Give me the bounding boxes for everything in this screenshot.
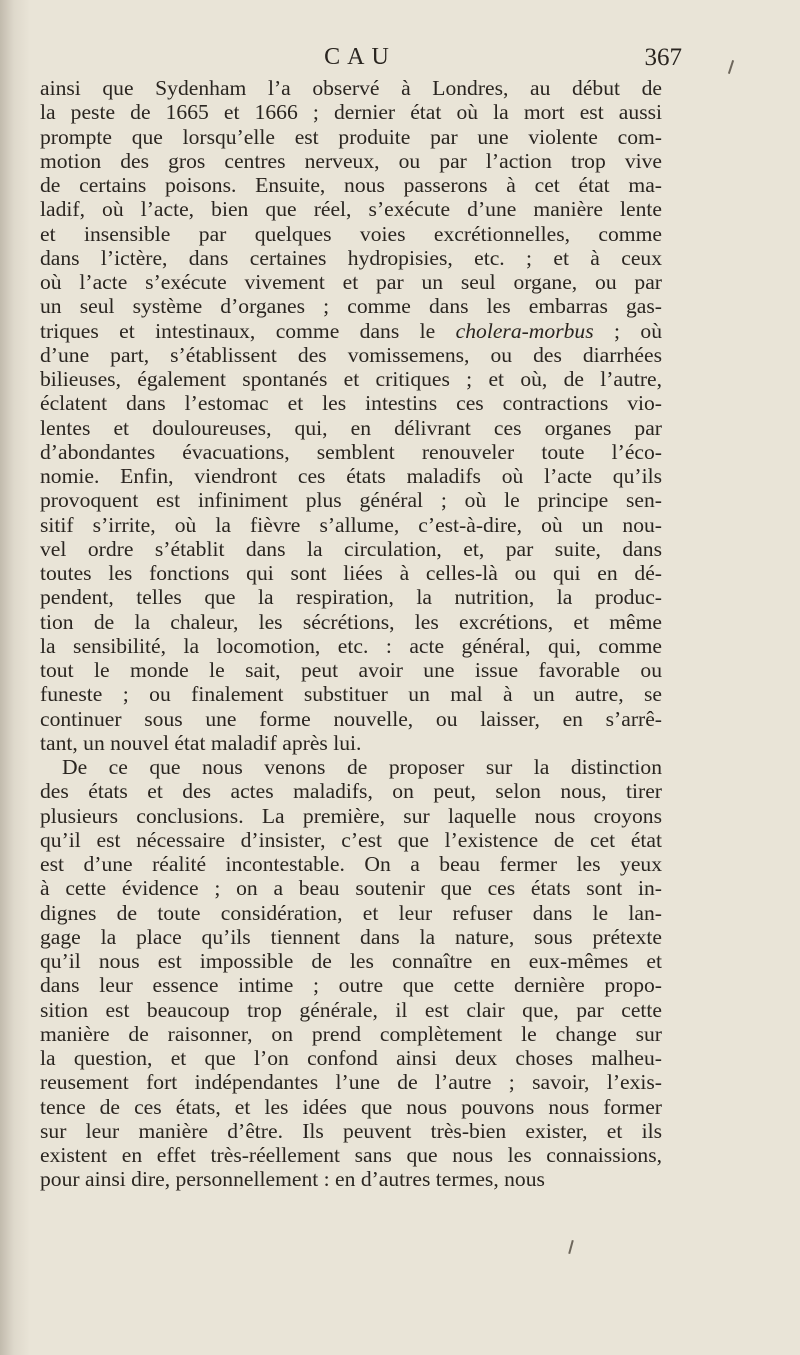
text-line: dans leur essence intime ; outre que cette dernière propo- [40,973,662,998]
text-line: toutes les fonctions qui sont liées à celles-là ou qui en dé- [40,561,662,585]
body-text [40,76,662,1192]
text-line: d’une part, s’établissent des vomissemens, ou des diarrhées [40,342,662,367]
text-line: prompte que lorsqu’elle est produite par une violente com- [40,124,662,149]
text-line: vel ordre s’établit dans la circulation, et, par suite, dans [40,536,662,561]
text-line: reusement fort indépendantes l’une de l’autre ; savoir, l’exis- [40,1070,662,1095]
text-line: ainsi que Sydenham l’a observé à Londres, au début de [40,76,662,100]
text-line: dans l’ictère, dans certaines hydropisies, etc. ; et à ceux [40,245,662,270]
paragraph [40,755,662,1192]
text-line: sitif s’irrite, où la fièvre s’allume, c’est-à-dire, où un nou- [40,512,662,537]
margin-mark [568,1240,574,1254]
text-line: motion des gros centres nerveux, ou par l’action trop vive [40,148,662,173]
text-line: et insensible par quelques voies excrétionnelles, comme [40,221,662,246]
text-line: manière de raisonner, on prend complètement le change sur [40,1021,662,1046]
text-line: bilieuses, également spontanés et critiques ; et où, de l’autre, [40,367,662,391]
text-line: où l’acte s’exécute vivement et par un seul organe, ou par [40,270,662,294]
text-line: tion de la chaleur, les sécrétions, les excrétions, et même [40,609,662,634]
text-line: éclatent dans l’estomac et les intestins ces contractions vio- [40,391,662,416]
text-line: existent en effet très-réellement sans que nous les connaissions, [40,1143,662,1167]
text-line: un seul système d’organes ; comme dans les embarras gas- [40,294,662,319]
text-line: à cette évidence ; on a beau soutenir que ces états sont in- [40,876,662,901]
text-line: est d’une réalité incontestable. On a beau fermer les yeux [40,852,662,876]
page-number: 367 [644,44,682,71]
text-line: sition est beaucoup trop générale, il est clair que, par cette [40,997,662,1022]
text-line: la sensibilité, la locomotion, etc. : acte général, qui, comme [40,633,662,658]
text-line: tence de ces états, et les idées que nous pouvons nous former [40,1094,662,1119]
text-line: triques et intestinaux, comme dans le cholera-morbus ; où [40,318,663,343]
margin-mark [728,60,734,74]
text-line: des états et des actes maladifs, on peut, selon nous, tirer [40,779,662,804]
text-line: pour ainsi dire, personnellement : en d’autres termes, nous [40,1167,545,1192]
paragraph [40,76,662,755]
text-line: sur leur manière d’être. Ils peuvent très-bien exister, et ils [40,1118,662,1143]
page-header [40,44,680,74]
text-line: tout le monde le sait, peut avoir une issue favorable ou [40,658,662,682]
running-head: CAU [324,44,396,70]
text-line: qu’il est nécessaire d’insister, c’est que l’existence de cet état [40,827,662,852]
text-line: gage la place qu’ils tiennent dans la nature, sous prétexte [40,924,662,949]
text-line: nomie. Enfin, viendront ces états maladifs où l’acte qu’ils [40,464,662,488]
text-line: la question, et que l’on confond ainsi deux choses malheu- [40,1046,662,1070]
text-line: tant, un nouvel état maladif après lui. [40,730,362,755]
text-line: lentes et douloureuses, qui, en délivrant ces organes par [40,415,662,440]
text-line: continuer sous une forme nouvelle, ou laisser, en s’arrê- [40,706,662,731]
text-line: de certains poisons. Ensuite, nous passerons à cet état ma- [40,173,662,197]
text-line: De ce que nous venons de proposer sur la distinction [62,755,662,779]
text-line: qu’il nous est impossible de les connaître en eux-mêmes et [40,949,662,973]
text-line: pendent, telles que la respiration, la nutrition, la produc- [40,585,662,610]
text-line: dignes de toute considération, et leur refuser dans le lan- [40,900,662,925]
text-line: funeste ; ou finalement substituer un mal à un autre, se [40,682,662,707]
text-line: d’abondantes évacuations, semblent renouveler toute l’éco- [40,439,662,464]
text-line: ladif, où l’acte, bien que réel, s’exécute d’une manière lente [40,197,662,222]
text-line: plusieurs conclusions. La première, sur laquelle nous croyons [40,803,662,828]
italic-term: cholera-morbus [455,318,594,343]
text-line: la peste de 1665 et 1666 ; dernier état où la mort est aussi [40,100,662,125]
text-line: provoquent est infiniment plus général ; où le principe sen- [40,488,662,513]
